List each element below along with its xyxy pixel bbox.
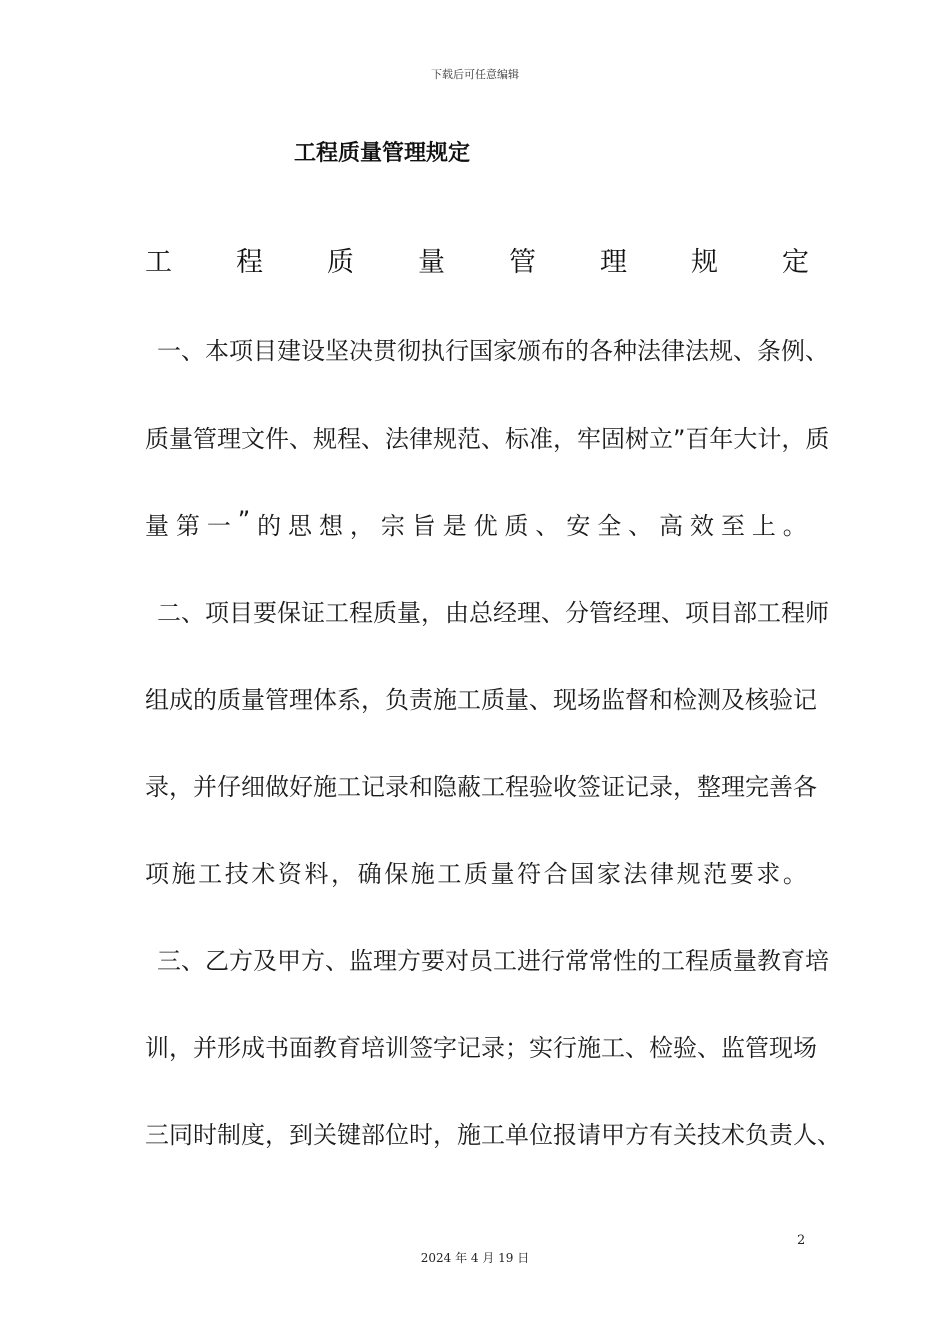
document-title: 工程质量管理规定 [294, 141, 471, 166]
spaced-title-char: 定 [782, 247, 809, 278]
body-char: 效 [690, 512, 715, 540]
body-line: 一、本项目建设坚决贯彻执行国家颁布的各种法律法规、条例、 [157, 337, 829, 365]
spaced-title-char: 量 [418, 247, 445, 278]
page-number: 2 [797, 1233, 806, 1248]
body-char: 料 [304, 860, 329, 888]
body-line: 三、乙方及甲方、监理方要对员工进行常常性的工程质量教育培 [157, 947, 829, 975]
body-char: 要 [729, 860, 754, 888]
body-char: 确 [357, 860, 382, 888]
body-line-justified [145, 854, 807, 889]
spaced-title-char: 规 [691, 247, 718, 278]
footer-date: 2024 年 4 月 19 日 [420, 1251, 530, 1265]
body-char: 旨 [411, 512, 436, 540]
body-char: 宗 [380, 512, 405, 540]
body-char: 范 [703, 860, 728, 888]
body-char: 技 [224, 860, 249, 888]
body-char: 一 [206, 512, 231, 540]
body-line: 三同时制度，到关键部位时，施工单位报请甲方有关技术负责人、 [145, 1121, 841, 1149]
spaced-title-char: 工 [145, 247, 172, 278]
body-line-justified [145, 506, 807, 541]
body-char: 至 [720, 512, 745, 540]
body-char: 法 [623, 860, 648, 888]
spaced-title-char: 程 [236, 247, 263, 278]
body-char: 家 [596, 860, 621, 888]
body-char: 、 [535, 512, 560, 540]
body-char: 国 [570, 860, 595, 888]
header-note: 下载后可任意编辑 [431, 68, 519, 81]
body-char: 规 [676, 860, 701, 888]
body-char: 上 [751, 512, 776, 540]
spaced-title-char: 理 [600, 247, 627, 278]
spaced-title-char: 质 [327, 247, 354, 278]
spaced-title-char: 管 [509, 247, 536, 278]
body-line: 训，并形成书面教育培训签字记录；实行施工、检验、监管现场 [145, 1034, 817, 1062]
body-line: 二、项目要保证工程质量，由总经理、分管经理、项目部工程师 [157, 599, 829, 627]
body-char: 。 [782, 512, 807, 540]
body-char: ， [349, 512, 374, 540]
body-char: 合 [543, 860, 568, 888]
body-char: 优 [473, 512, 498, 540]
body-char: 量 [490, 860, 515, 888]
body-char: 工 [198, 860, 223, 888]
body-char: 的 [257, 512, 282, 540]
body-char: 第 [175, 512, 200, 540]
body-char: 保 [384, 860, 409, 888]
body-char: 全 [597, 512, 622, 540]
body-char: 安 [566, 512, 591, 540]
body-char: 、 [628, 512, 653, 540]
body-char: 高 [659, 512, 684, 540]
body-char: 项 [145, 860, 169, 888]
body-char: 施 [410, 860, 435, 888]
body-line: 质量管理文件、规程、法律规范、标准，牢固树立”百年大计，质 [145, 425, 830, 453]
body-char: 施 [171, 860, 196, 888]
body-line: 组成的质量管理体系，负责施工质量、现场监督和检测及核验记 [145, 686, 817, 714]
body-char: 。 [782, 860, 807, 888]
body-char: 资 [277, 860, 302, 888]
body-char: 是 [442, 512, 467, 540]
body-char: 质 [463, 860, 488, 888]
body-char: ， [331, 860, 356, 888]
body-char: 求 [756, 860, 781, 888]
body-char: 术 [251, 860, 276, 888]
body-char: 想 [318, 512, 343, 540]
body-char: 工 [437, 860, 462, 888]
body-char: 符 [517, 860, 542, 888]
spaced-title [145, 240, 809, 279]
body-line: 录，并仔细做好施工记录和隐蔽工程验收签证记录，整理完善各 [145, 773, 817, 801]
body-char: 律 [649, 860, 674, 888]
body-char: 量 [145, 512, 169, 540]
body-char: 质 [504, 512, 529, 540]
body-char: 思 [288, 512, 313, 540]
body-char: ” [237, 506, 251, 534]
